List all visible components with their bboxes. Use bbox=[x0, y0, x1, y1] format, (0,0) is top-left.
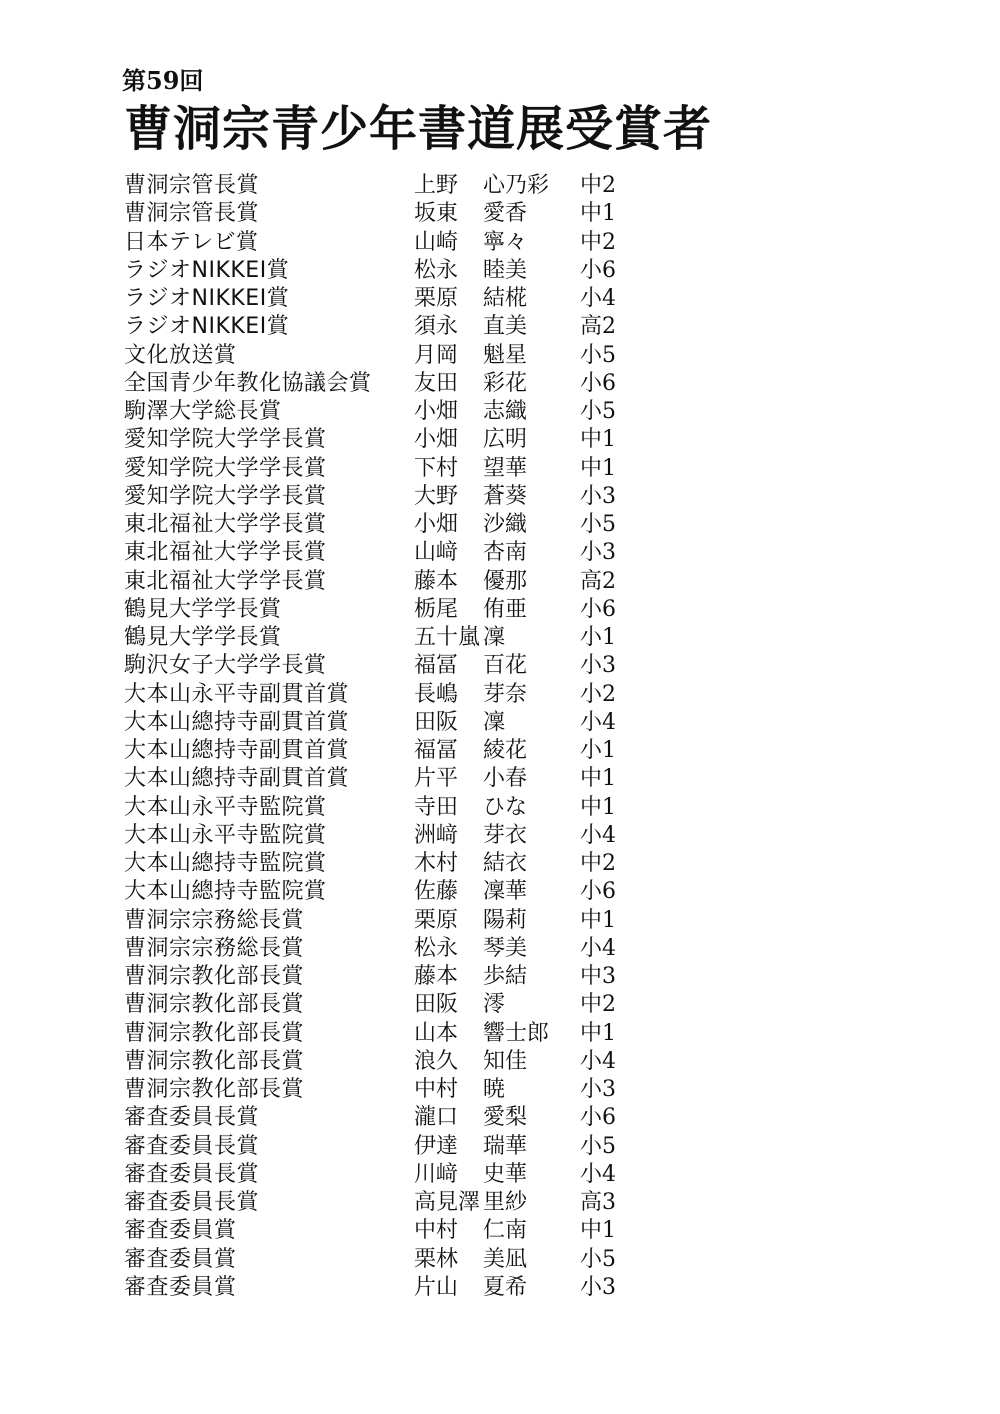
awardee-row bbox=[124, 822, 684, 850]
awardee-row bbox=[124, 426, 684, 454]
awardee-row bbox=[124, 539, 684, 567]
award-name: 鶴見大学学長賞 bbox=[124, 625, 282, 650]
awardee-surname: 坂東 bbox=[414, 201, 459, 227]
awardee-grade: 小5 bbox=[580, 512, 616, 537]
awardee-given-name: 志織 bbox=[483, 399, 528, 424]
awardee-grade: 小3 bbox=[580, 653, 616, 679]
awardee-surname: 寺田 bbox=[414, 794, 459, 820]
awardee-given-name: 結椛 bbox=[483, 286, 528, 311]
awardee-grade: 中2 bbox=[580, 851, 616, 876]
edition-label: 第59回 bbox=[122, 66, 204, 95]
awardee-given-name: 凜 bbox=[483, 625, 506, 650]
awardee-given-name: ひな bbox=[483, 794, 528, 820]
awardee-given-name: 彩花 bbox=[483, 370, 528, 396]
awardee-surname: 瀧口 bbox=[414, 1105, 459, 1131]
awardee-given-name: 芽奈 bbox=[483, 681, 528, 707]
awardee-grade: 小4 bbox=[580, 822, 616, 848]
awardee-surname: 浪久 bbox=[414, 1048, 459, 1074]
awardee-grade: 小4 bbox=[580, 286, 616, 311]
awardee-grade: 小6 bbox=[580, 879, 616, 905]
awardee-given-name: 優那 bbox=[483, 568, 528, 594]
awardee-grade: 高2 bbox=[580, 314, 616, 340]
awardee-row bbox=[124, 794, 684, 822]
awardee-surname: 山本 bbox=[414, 1020, 459, 1046]
awardee-grade: 中1 bbox=[580, 427, 616, 453]
awardee-row bbox=[124, 709, 684, 737]
awardee-grade: 小3 bbox=[580, 483, 616, 509]
awardee-row bbox=[124, 1076, 684, 1104]
award-name: 大本山永平寺副貫首賞 bbox=[124, 681, 350, 707]
awardee-surname: 山﨑 bbox=[414, 540, 459, 566]
awardee-grade: 小3 bbox=[580, 540, 616, 566]
awardee-row bbox=[124, 511, 684, 539]
award-name: 曹洞宗管長賞 bbox=[124, 201, 260, 227]
awardee-grade: 中2 bbox=[580, 229, 616, 255]
awardee-grade: 小3 bbox=[580, 1274, 616, 1300]
awardee-grade: 小6 bbox=[580, 596, 616, 622]
awardee-given-name: 綾花 bbox=[483, 738, 528, 763]
awardee-row bbox=[124, 878, 684, 906]
awardee-given-name: 杏南 bbox=[483, 540, 528, 566]
award-name: 駒澤大学総長賞 bbox=[124, 399, 282, 424]
award-name: 曹洞宗教化部長賞 bbox=[124, 1048, 305, 1074]
award-name: 曹洞宗管長賞 bbox=[124, 173, 260, 198]
award-name: 曹洞宗宗務総長賞 bbox=[124, 935, 305, 961]
award-name: 大本山總持寺副貫首賞 bbox=[124, 709, 350, 735]
award-name: 大本山總持寺監院賞 bbox=[124, 851, 327, 876]
awardee-surname: 松永 bbox=[414, 935, 459, 961]
awardee-row bbox=[124, 1048, 684, 1076]
awardee-row bbox=[124, 907, 684, 935]
awardee-surname: 藤本 bbox=[414, 568, 459, 594]
awardee-surname: 片平 bbox=[414, 766, 459, 792]
awardee-grade: 小6 bbox=[580, 257, 616, 283]
awardee-given-name: 凜華 bbox=[483, 879, 528, 905]
awardee-row bbox=[124, 765, 684, 793]
awardee-given-name: 結衣 bbox=[483, 851, 528, 876]
awardee-given-name: 琴美 bbox=[483, 935, 528, 961]
awardee-given-name: 寧々 bbox=[483, 229, 528, 255]
awardee-row bbox=[124, 483, 684, 511]
awardee-surname: 洲﨑 bbox=[414, 822, 459, 848]
awardee-list bbox=[124, 172, 684, 1302]
awardee-row bbox=[124, 1246, 684, 1274]
awardee-given-name: 愛梨 bbox=[483, 1105, 528, 1131]
awardee-surname: 松永 bbox=[414, 257, 459, 283]
awardee-surname: 須永 bbox=[414, 314, 459, 340]
awardee-given-name: 愛香 bbox=[483, 201, 528, 227]
award-name: 全国青少年教化協議会賞 bbox=[124, 370, 372, 396]
awardee-given-name: 凜 bbox=[483, 709, 506, 735]
awardee-given-name: 広明 bbox=[483, 427, 528, 453]
awardee-surname: 栃尾 bbox=[414, 596, 459, 622]
awardee-given-name: 蒼葵 bbox=[483, 483, 528, 509]
awardee-row bbox=[124, 652, 684, 680]
awardee-row bbox=[124, 624, 684, 652]
awardee-given-name: 瑞華 bbox=[483, 1133, 528, 1159]
awardee-surname: 五十嵐 bbox=[414, 625, 481, 650]
awardee-surname: 友田 bbox=[414, 370, 459, 396]
awardee-given-name: 里紗 bbox=[483, 1190, 528, 1215]
award-name: 東北福祉大学学長賞 bbox=[124, 568, 327, 594]
awardee-given-name: 心乃彩 bbox=[483, 173, 550, 198]
awardee-given-name: 響士郎 bbox=[483, 1020, 550, 1046]
award-name: 駒沢女子大学学長賞 bbox=[124, 653, 327, 679]
awardee-grade: 小5 bbox=[580, 342, 616, 368]
awardee-row bbox=[124, 200, 684, 228]
awardee-surname: 福冨 bbox=[414, 738, 459, 763]
award-name: 曹洞宗教化部長賞 bbox=[124, 964, 305, 989]
awardee-given-name: 暁 bbox=[483, 1077, 506, 1102]
awardee-row bbox=[124, 991, 684, 1019]
award-name: 日本テレビ賞 bbox=[124, 229, 259, 255]
awardee-grade: 中1 bbox=[580, 1020, 616, 1046]
page-title: 曹洞宗青少年書道展受賞者 bbox=[124, 101, 713, 157]
awardee-row bbox=[124, 737, 684, 765]
awardee-grade: 小1 bbox=[580, 738, 616, 763]
awardee-given-name: 陽莉 bbox=[483, 907, 528, 933]
awardee-surname: 小畑 bbox=[414, 427, 459, 453]
award-name: 愛知学院大学学長賞 bbox=[124, 427, 327, 453]
awardee-surname: 片山 bbox=[414, 1274, 459, 1300]
awardee-surname: 大野 bbox=[414, 483, 459, 509]
awardee-surname: 長嶋 bbox=[414, 681, 459, 707]
awardee-given-name: 魁星 bbox=[483, 342, 528, 368]
awardee-surname: 栗原 bbox=[414, 286, 459, 311]
awardee-row bbox=[124, 1104, 684, 1132]
awardee-grade: 小4 bbox=[580, 1161, 616, 1187]
award-name: 大本山總持寺監院賞 bbox=[124, 879, 327, 905]
awardee-given-name: 歩結 bbox=[483, 964, 528, 989]
awardee-grade: 中2 bbox=[580, 992, 616, 1018]
award-name: 審査委員賞 bbox=[124, 1274, 237, 1300]
awardee-given-name: 侑亜 bbox=[483, 596, 528, 622]
awardee-row bbox=[124, 285, 684, 313]
awardee-row bbox=[124, 963, 684, 991]
awardee-row bbox=[124, 257, 684, 285]
awardee-row bbox=[124, 850, 684, 878]
award-name: ラジオNIKKEI賞 bbox=[124, 314, 290, 340]
awardee-row bbox=[124, 1020, 684, 1048]
awardee-row bbox=[124, 1133, 684, 1161]
award-name: ラジオNIKKEI賞 bbox=[124, 257, 290, 283]
awardee-surname: 川﨑 bbox=[414, 1161, 459, 1187]
awardee-given-name: 沙織 bbox=[483, 512, 528, 537]
award-name: 東北福祉大学学長賞 bbox=[124, 540, 327, 566]
award-name: 審査委員賞 bbox=[124, 1246, 237, 1272]
awardee-given-name: 百花 bbox=[483, 653, 528, 679]
awardee-grade: 中1 bbox=[580, 766, 616, 792]
awardee-surname: 小畑 bbox=[414, 399, 459, 424]
awardee-given-name: 知佳 bbox=[483, 1048, 528, 1074]
award-name: 曹洞宗宗務総長賞 bbox=[124, 907, 305, 933]
awardee-given-name: 史華 bbox=[483, 1161, 528, 1187]
award-name: 大本山總持寺副貫首賞 bbox=[124, 766, 350, 792]
awardee-grade: 小6 bbox=[580, 1105, 616, 1131]
award-name: 大本山永平寺監院賞 bbox=[124, 822, 327, 848]
awardee-surname: 伊達 bbox=[414, 1133, 459, 1159]
award-name: 審査委員賞 bbox=[124, 1218, 237, 1244]
awardee-given-name: 芽衣 bbox=[483, 822, 528, 848]
awardee-grade: 高2 bbox=[580, 568, 616, 594]
awardee-given-name: 夏希 bbox=[483, 1274, 528, 1300]
awardee-grade: 中2 bbox=[580, 173, 616, 198]
award-name: 審査委員長賞 bbox=[124, 1133, 260, 1159]
award-name: 審査委員長賞 bbox=[124, 1161, 260, 1187]
award-name: 愛知学院大学学長賞 bbox=[124, 455, 327, 481]
awardee-row bbox=[124, 455, 684, 483]
award-name: 審査委員長賞 bbox=[124, 1190, 260, 1215]
awardee-surname: 中村 bbox=[414, 1077, 459, 1102]
awardee-surname: 月岡 bbox=[414, 342, 459, 368]
awardee-row bbox=[124, 681, 684, 709]
awardee-row bbox=[124, 229, 684, 257]
awardee-given-name: 直美 bbox=[483, 314, 528, 340]
awardee-grade: 小1 bbox=[580, 625, 616, 650]
awardee-grade: 小4 bbox=[580, 1048, 616, 1074]
awardee-surname: 上野 bbox=[414, 173, 459, 198]
awardee-surname: 山崎 bbox=[414, 229, 459, 255]
awardee-surname: 田阪 bbox=[414, 992, 459, 1018]
awardee-grade: 中1 bbox=[580, 907, 616, 933]
awardee-grade: 小3 bbox=[580, 1077, 616, 1102]
awardee-given-name: 美凪 bbox=[483, 1246, 528, 1272]
award-name: 大本山總持寺副貫首賞 bbox=[124, 738, 350, 763]
award-name: 愛知学院大学学長賞 bbox=[124, 483, 327, 509]
awardee-grade: 小4 bbox=[580, 709, 616, 735]
awardee-surname: 佐藤 bbox=[414, 879, 459, 905]
award-name: 大本山永平寺監院賞 bbox=[124, 794, 327, 820]
awardee-row bbox=[124, 1161, 684, 1189]
awardee-given-name: 望華 bbox=[483, 455, 528, 481]
awardee-surname: 田阪 bbox=[414, 709, 459, 735]
award-name: 東北福祉大学学長賞 bbox=[124, 512, 327, 537]
awardee-row bbox=[124, 1217, 684, 1245]
awardee-surname: 藤本 bbox=[414, 964, 459, 989]
awardee-row bbox=[124, 398, 684, 426]
awardee-row bbox=[124, 568, 684, 596]
awardee-given-name: 仁南 bbox=[483, 1218, 528, 1244]
award-name: 鶴見大学学長賞 bbox=[124, 596, 282, 622]
award-name: 曹洞宗教化部長賞 bbox=[124, 1020, 305, 1046]
awardee-row bbox=[124, 172, 684, 200]
awardee-grade: 小6 bbox=[580, 370, 616, 396]
award-name: 文化放送賞 bbox=[124, 342, 237, 368]
awardee-surname: 中村 bbox=[414, 1218, 459, 1244]
awardee-surname: 高見澤 bbox=[414, 1190, 481, 1215]
awardee-grade: 中1 bbox=[580, 201, 616, 227]
awardee-surname: 小畑 bbox=[414, 512, 459, 537]
awardee-grade: 中1 bbox=[580, 794, 616, 820]
award-name: 曹洞宗教化部長賞 bbox=[124, 1077, 305, 1102]
awardee-given-name: 小春 bbox=[483, 766, 528, 792]
awardee-surname: 木村 bbox=[414, 851, 459, 876]
award-name: ラジオNIKKEI賞 bbox=[124, 286, 290, 311]
awardee-surname: 栗原 bbox=[414, 907, 459, 933]
awardee-surname: 福冨 bbox=[414, 653, 459, 679]
awardee-surname: 栗林 bbox=[414, 1246, 459, 1272]
awardee-grade: 小5 bbox=[580, 399, 616, 424]
awardee-row bbox=[124, 313, 684, 341]
awardee-row bbox=[124, 1274, 684, 1302]
awardee-grade: 中1 bbox=[580, 455, 616, 481]
awardee-row bbox=[124, 342, 684, 370]
award-name: 曹洞宗教化部長賞 bbox=[124, 992, 305, 1018]
awardee-grade: 中3 bbox=[580, 964, 616, 989]
awardee-surname: 下村 bbox=[414, 455, 459, 481]
awardee-grade: 中1 bbox=[580, 1218, 616, 1244]
awardee-grade: 小5 bbox=[580, 1246, 616, 1272]
awardee-grade: 小2 bbox=[580, 681, 616, 707]
awardee-row bbox=[124, 596, 684, 624]
awardee-grade: 小4 bbox=[580, 935, 616, 961]
awardee-given-name: 澪 bbox=[483, 992, 506, 1018]
awardee-row bbox=[124, 370, 684, 398]
awardee-grade: 小5 bbox=[580, 1133, 616, 1159]
awardee-given-name: 睦美 bbox=[483, 257, 528, 283]
awardee-row bbox=[124, 935, 684, 963]
awardee-grade: 高3 bbox=[580, 1190, 616, 1215]
awardee-row bbox=[124, 1189, 684, 1217]
award-name: 審査委員長賞 bbox=[124, 1105, 260, 1131]
